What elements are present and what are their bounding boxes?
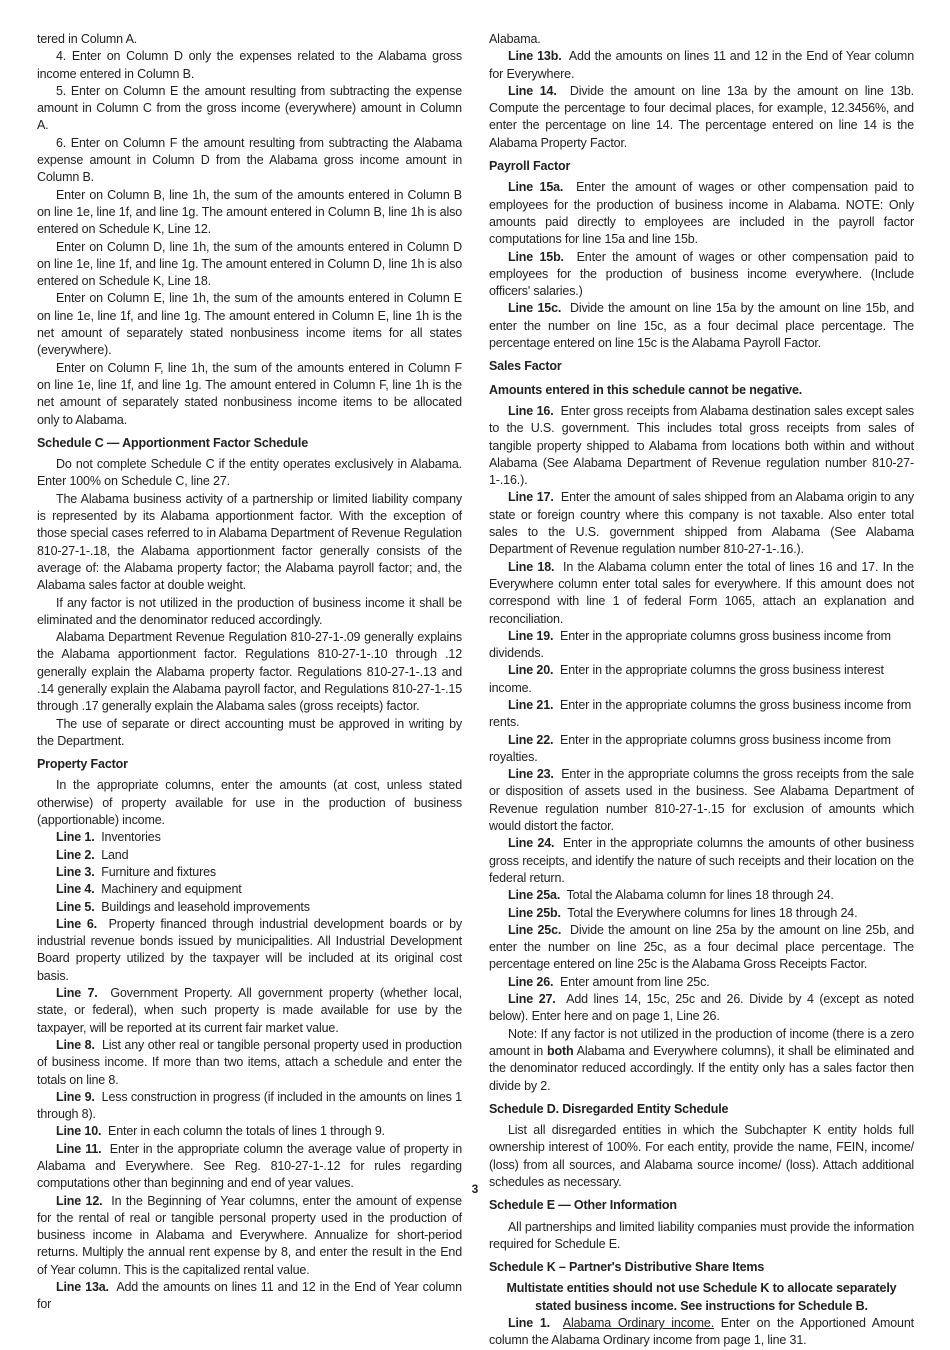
section-heading-schedule-k: Schedule K – Partner's Distributive Share Items [489, 1260, 765, 1275]
paragraph: Do not complete Schedule C if the entity operates exclusively in Alabama. Enter 100% on Schedule C, line 27. [37, 457, 462, 489]
section-heading-property-factor: Property Factor [37, 757, 128, 772]
line-text: Property financed through industrial development boards or by industrial revenue bonds issued by municipalities. All Industrial Development Board property utilized by the taxpayer will be included at its original cost basis. [37, 916, 463, 983]
line-label: Line 19. [508, 628, 554, 643]
line-item-8 [37, 1037, 462, 1089]
line-text: Land [101, 847, 129, 862]
line-label: Line 24. [508, 836, 555, 851]
line-text: List any other real or tangible personal property used in production of business income. If more than two items, attach a schedule and enter the totals on line 8. [37, 1037, 462, 1087]
section-heading-payroll-factor: Payroll Factor [489, 159, 571, 174]
line-label: Line 12. [56, 1193, 103, 1208]
line-text: Less construction in progress (if included in the amounts on lines 1 through 8). [37, 1089, 462, 1122]
line-label: Line 25c. [508, 922, 562, 937]
line-item-15c [489, 300, 914, 352]
paragraph: In the appropriate columns, enter the amounts (at cost, unless stated otherwise) of property available for use in the production of business (apportionable) income. [37, 778, 462, 828]
line-item-2 [37, 847, 462, 864]
line-text: Enter the amount of wages or other compensation paid to employees for the production of business income in Alabama. NOTE: Only amounts paid directly to employees are included in the payroll factor computations for line 15a and line 15b. [489, 180, 914, 247]
line-text: Inventories [101, 830, 161, 845]
line-item-20 [489, 662, 914, 697]
line-text: Enter gross receipts from Alabama destination sales except sales to the U.S. government. This includes total gross receipts from sales of tangible property shipped to Alabama from locations both within and without Alabama (See Alabama Department of Revenue regulation number 810-27-1-.16.). [489, 403, 914, 488]
line-label: Line 3. [56, 864, 95, 879]
note-text: Note: If any factor is not utilized in the production of income (there is a zero amount in [489, 1026, 914, 1058]
line-label: Line 2. [56, 847, 95, 862]
line-label: Line 26. [508, 974, 554, 989]
line-text: In the Beginning of Year columns, enter the amount of expense for the rental of real or tangible personal property used in the production of business income in Alabama and Everywhere. Annualize for short-period returns. Multiply the annual rent expense by 8, and enter the result in the End of Year column. This is the capitalized rental value. [37, 1193, 462, 1277]
right-column [489, 31, 914, 1350]
line-label: Line 25b. [508, 905, 561, 920]
line-label: Line 11. [56, 1141, 102, 1156]
section-heading-sales-factor: Sales Factor [489, 359, 562, 374]
line-item-25a [489, 887, 914, 904]
line-item-23 [489, 766, 914, 835]
line-text: Divide the amount on line 15a by the amount on line 15b, and enter the number on line 15c, as a four decimal place percentage. The percentage entered on line 15c is the Alabama Payroll Factor. [489, 301, 915, 351]
line-label: Line 25a. [508, 888, 561, 903]
line-label: Line 20. [508, 663, 554, 678]
line-text: Enter amount from line 25c. [560, 974, 710, 989]
line-item-15a [489, 179, 914, 248]
line-text: Add the amounts on lines 11 and 12 in the End of Year column for [37, 1280, 462, 1312]
paragraph: Alabama. [489, 32, 541, 46]
line-item-25c [489, 922, 914, 974]
line-text: Enter in the appropriate columns the amounts of other business gross receipts, and identify the nature of such receipts and their location on the federal return. [489, 836, 914, 885]
paragraph: Alabama Department Revenue Regulation 810-27-1-.09 generally explains the Alabama apportionment factor. Regulations 810-27-1-.10 through .12 generally explain the Alabama property factor. Regulations 810-27-1-.13 and .14 generally explain the Alabama payroll factor, and Regulations 810-27-1-.15 through .17 generally explain the Alabama sales (gross receipts) factor. [37, 630, 462, 714]
line-item-13b [489, 48, 914, 83]
paragraph: List all disregarded entities in which the Subchapter K entity holds full ownership interest of 100%. For each entity, provide the name, FEIN, income/ (loss) from all sources, and Alabama source income/ (loss). Attach additional schedules as necessary. [489, 1123, 914, 1189]
line-label: Line 14. [508, 83, 557, 98]
underlined-term: Alabama Ordinary income. [562, 1316, 715, 1331]
line-item-5 [37, 899, 462, 916]
line-item-k1 [489, 1315, 914, 1350]
paragraph: Enter on Column D, line 1h, the sum of the amounts entered in Column D on line 1e, line 1f, and line 1g. The amount entered in Column D, line 1h is also entered on Schedule K, Line 18. [37, 239, 462, 289]
line-item-27 [489, 991, 914, 1026]
paragraph: tered in Column A. [37, 32, 138, 46]
line-text: Total the Alabama column for lines 18 through 24. [566, 888, 834, 903]
line-item-21 [489, 697, 914, 732]
paragraph: The use of separate or direct accounting must be approved in writing by the Department. [37, 716, 462, 748]
paragraph: All partnerships and limited liability companies must provide the information required for Schedule E. [489, 1219, 914, 1251]
line-text: Buildings and leasehold improvements [101, 899, 310, 914]
paragraph: Enter on Column F, line 1h, the sum of the amounts entered in Column F on line 1e, line 1f, and line 1g. The amount entered in Column F, line 1h is the net amount of separately stated nonbusiness income items to be allocated only to Alabama. [37, 360, 462, 427]
section-heading-schedule-e: Schedule E — Other Information [489, 1198, 677, 1213]
line-text: Add the amounts on lines 11 and 12 in the End of Year column for Everywhere. [489, 49, 914, 81]
line-text: Enter in each column the totals of lines 1 through 9. [108, 1124, 385, 1139]
line-item-3 [37, 864, 462, 881]
line-item-10 [37, 1123, 462, 1140]
paragraph: Enter on Column B, line 1h, the sum of the amounts entered in Column B on line 1e, line 1f, and line 1g. The amount entered in Column B, line 1h is also entered on Schedule K, Line 12. [37, 187, 462, 237]
paragraph: If any factor is not utilized in the production of business income it shall be eliminated and the denominator reduced accordingly. [37, 595, 462, 627]
line-item-22 [489, 732, 914, 767]
line-label: Line 13a. [56, 1280, 109, 1295]
line-item-7 [37, 985, 462, 1037]
note-text: Alabama and Everywhere columns), it shall be eliminated and the denominator reduced accordingly. If the entity only has a sales factor then divide by 2. [489, 1043, 915, 1093]
line-item-19 [489, 628, 914, 663]
line-label: Line 17. [508, 490, 554, 505]
line-item-15b [489, 249, 914, 301]
page-number: 3 [471, 1182, 479, 1196]
line-item-1 [37, 829, 462, 846]
line-label: Line 15a. [508, 180, 564, 195]
line-text: Total the Everywhere columns for lines 18 through 24. [567, 905, 858, 920]
subheading-no-negative: Amounts entered in this schedule cannot be negative. [489, 382, 803, 397]
line-text: Divide the amount on line 13a by the amount on line 13b. Compute the percentage to four decimal places, for example, 12.3456%, and enter the percentage on line 14. The percentage entered on line 14 is the Alabama Property Factor. [489, 83, 914, 150]
paragraph: 4. Enter on Column D only the expenses related to the Alabama gross income entered in Column B. [37, 49, 462, 81]
line-text: Enter the amount of sales shipped from an Alabama origin to any state or foreign country where this company is not taxable. Also enter total sales to the U.S. government shipped from Alabama (See Alabama Department of Revenue regulation number 810-27-1-.16.). [489, 490, 914, 557]
line-label: Line 8. [56, 1037, 95, 1052]
line-item-18 [489, 559, 914, 628]
line-label: Line 15c. [508, 301, 562, 316]
line-item-9 [37, 1089, 462, 1124]
paragraph: Enter on Column E, line 1h, the sum of the amounts entered in Column E on line 1e, line 1f, and line 1g. The amount entered in Column E, line 1h is the net amount of separately stated nonbusiness income items for all states (everywhere). [37, 291, 462, 358]
line-label: Line 21. [508, 697, 554, 712]
line-item-4 [37, 881, 462, 898]
line-text: Machinery and equipment [101, 882, 242, 897]
paragraph: 6. Enter on Column F the amount resulting from subtracting the Alabama expense amount in Column D from the Alabama gross income amount in Column B. [37, 135, 462, 185]
line-label: Line 18. [508, 559, 555, 574]
line-item-13a [37, 1279, 462, 1314]
left-column [37, 31, 462, 1314]
line-text: Enter in the appropriate columns gross business income from dividends. [489, 628, 891, 661]
note-emphasis: both [546, 1043, 574, 1058]
line-label: Line 4. [56, 882, 95, 897]
line-label: Line 23. [508, 767, 554, 782]
line-item-24 [489, 835, 914, 887]
line-text: In the Alabama column enter the total of lines 16 and 17. In the Everywhere column enter total sales for everywhere. If this amount does not correspond with line 1 of federal Form 1065, attach an explanation and reconciliation. [489, 559, 914, 626]
line-item-25b [489, 905, 914, 922]
paragraph: The Alabama business activity of a partnership or limited liability company is represented by its Alabama apportionment factor. With the exception of those special cases referred to in Alabama Department of Revenue Regulation 810-27-1-.18, the Alabama apportionment factor generally consists of the average of: the Alabama property factor; the Alabama payroll factor; and, the Alabama sales factor at double weight. [37, 491, 462, 593]
line-text: Furniture and fixtures [101, 864, 217, 879]
line-item-26 [489, 974, 914, 991]
line-text: Divide the amount on line 25a by the amount on line 25b, and enter the number on line 25c, as a four decimal place percentage. The percentage entered on line 25c is the Alabama Gross Receipts Factor. [489, 922, 915, 972]
line-text: Enter in the appropriate columns the gross business income from rents. [489, 697, 912, 730]
line-text: Add lines 14, 15c, 25c and 26. Divide by 4 (except as noted below). Enter here and on page 1, Line 26. [489, 992, 914, 1024]
line-label: Line 7. [56, 986, 98, 1001]
line-text: Enter in the appropriate columns the gross business interest income. [489, 663, 884, 695]
line-label: Line 1. [56, 830, 95, 845]
subheading-multistate: Multistate entities should not use Schedule K to allocate separately stated business income. See instructions for Schedule B. [506, 1281, 897, 1313]
line-label: Line 16. [508, 403, 554, 418]
line-label: Line 6. [56, 916, 98, 931]
line-item-16 [489, 403, 914, 489]
line-text: Enter in the appropriate column the average value of property in Alabama and Everywhere. See Reg. 810-27-1-.12 for rules regarding computations other than beginning and end of year values. [37, 1141, 463, 1191]
line-label: Line 15b. [508, 249, 564, 264]
line-item-17 [489, 489, 914, 558]
note-paragraph [489, 1026, 914, 1095]
line-label: Line 27. [508, 992, 556, 1007]
line-item-12 [37, 1193, 462, 1279]
paragraph: 5. Enter on Column E the amount resulting from subtracting the expense amount in Column C from the gross income (everywhere) amount in Column A. [37, 83, 462, 133]
line-label: Line 9. [56, 1089, 95, 1104]
line-text: Enter in the appropriate columns gross business income from royalties. [489, 732, 891, 764]
line-label: Line 5. [56, 899, 95, 914]
line-text: Government Property. All government property (whether local, state, or federal), when such property is made available for use by the taxpayer, will be reported at its current fair market value. [37, 986, 462, 1035]
line-label: Line 1. [508, 1316, 550, 1331]
line-label: Line 22. [508, 732, 554, 747]
line-text: Enter in the appropriate columns the gross receipts from the sale or disposition of assets used in the business. See Alabama Department of Revenue regulation number 810-27-1-.15 for exclusion of amounts which would distort the factor. [489, 767, 914, 834]
line-item-14 [489, 83, 914, 152]
section-heading-schedule-d: Schedule D. Disregarded Entity Schedule [489, 1101, 729, 1116]
line-item-6 [37, 916, 462, 985]
document-page [37, 31, 915, 1348]
line-label: Line 10. [56, 1124, 102, 1139]
line-text: Enter the amount of wages or other compensation paid to employees for the production of business income everywhere. (Include officers' salaries.) [489, 249, 914, 299]
line-label: Line 13b. [508, 49, 562, 64]
line-text: Enter on the Apportioned Amount column the Alabama Ordinary income from page 1, line 31. [489, 1316, 914, 1348]
section-heading-schedule-c: Schedule C — Apportionment Factor Schedule [37, 435, 309, 450]
